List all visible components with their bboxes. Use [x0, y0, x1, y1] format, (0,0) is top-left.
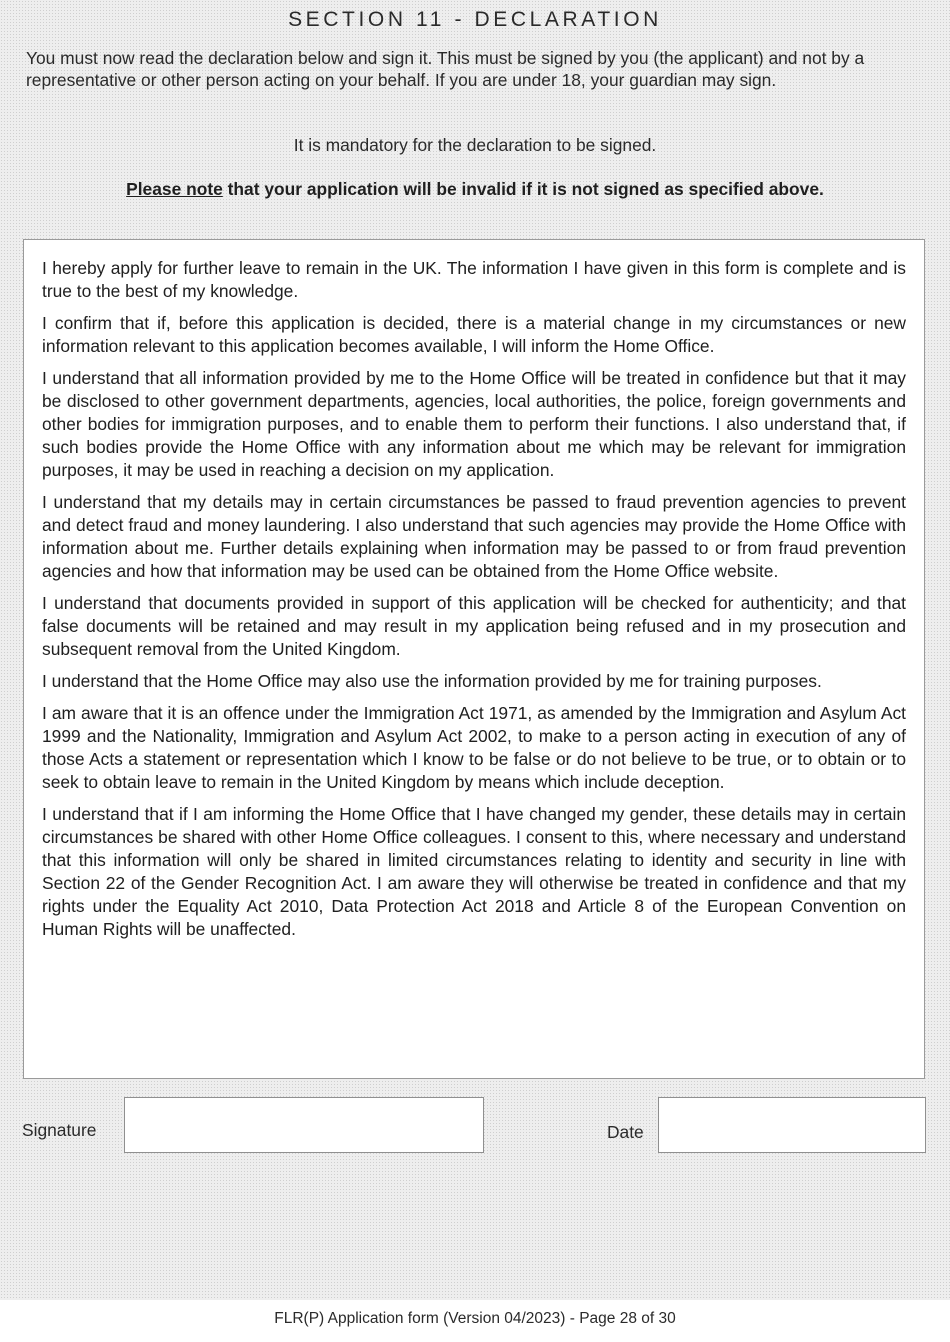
declaration-paragraph: I understand that documents provided in support of this application will be checked for authenticity; and that false documents will be retained and may result in my application being refused and in my prosecution and subsequent removal from the United Kingdom. — [42, 593, 906, 659]
please-note-heading: Please note — [126, 179, 223, 199]
please-note — [0, 179, 950, 200]
section-title: SECTION 11 - DECLARATION — [288, 8, 662, 31]
please-note-text: that your application will be invalid if it is not signed as specified above. — [222, 179, 824, 199]
declaration-paragraph: I hereby apply for further leave to remain in the UK. The information I have given in this form is complete and is true to the best of my knowledge. — [42, 258, 906, 301]
declaration-paragraph: I am aware that it is an offence under the Immigration Act 1971, as amended by the Immigration and Asylum Act 1999 and the Nationality, Immigration and Asylum Act 2002, to make to a person acting in execution of any of those Acts a statement or representation which I know to be false or do not believe to be true, or to obtain or to seek to obtain leave to remain in the United Kingdom by means which include deception. — [42, 703, 906, 792]
page-footer: FLR(P) Application form (Version 04/2023) - Page 28 of 30 — [274, 1310, 676, 1327]
mandatory-note: It is mandatory for the declaration to be signed. — [293, 135, 657, 155]
signature-field[interactable] — [124, 1097, 484, 1153]
declaration-paragraph: I understand that my details may in certain circumstances be passed to fraud prevention agencies to prevent and detect fraud and money laundering. I also understand that such agencies may provide the Home Office with information about me. Further details explaining when information may be passed to or from fraud prevention agencies and how that information may be used can be obtained from the Home Office website. — [42, 492, 906, 581]
signature-label: Signature — [22, 1120, 97, 1140]
declaration-paragraph: I understand that if I am informing the Home Office that I have changed my gender, these details may in certain circumstances be shared with other Home Office colleagues. I consent to this, where necessary and understand that this information will only be shared in limited circumstances relating to identity and security in line with Section 22 of the Gender Recognition Act. I am aware they will otherwise be treated in confidence and that my rights under the Equality Act 2010, Data Protection Act 2018 and Article 8 of the European Convention on Human Rights will be unaffected. — [42, 804, 906, 939]
date-field[interactable] — [658, 1097, 926, 1153]
declaration-box — [23, 239, 925, 1079]
declaration-paragraph: I understand that all information provided by me to the Home Office will be treated in confidence but that it may be disclosed to other government departments, agencies, local authorities, the police, foreign governments and other bodies for immigration purposes, and to enable them to perform their functions. I also understand that, if such bodies provide the Home Office with any information about me which may be relevant for immigration purposes, it may be used in reaching a decision on my application. — [42, 368, 906, 480]
declaration-paragraph: I confirm that if, before this application is decided, there is a material change in my circumstances or new information relevant to this application becomes available, I will inform the Home Office. — [42, 313, 906, 356]
intro-text: You must now read the declaration below and sign it. This must be signed by you (the applicant) and not by a representative or other person acting on your behalf. If you are under 18, your guardian may sign. — [26, 48, 865, 90]
declaration-paragraph: I understand that the Home Office may also use the information provided by me for training purposes. — [42, 671, 822, 691]
date-label: Date — [607, 1122, 644, 1142]
